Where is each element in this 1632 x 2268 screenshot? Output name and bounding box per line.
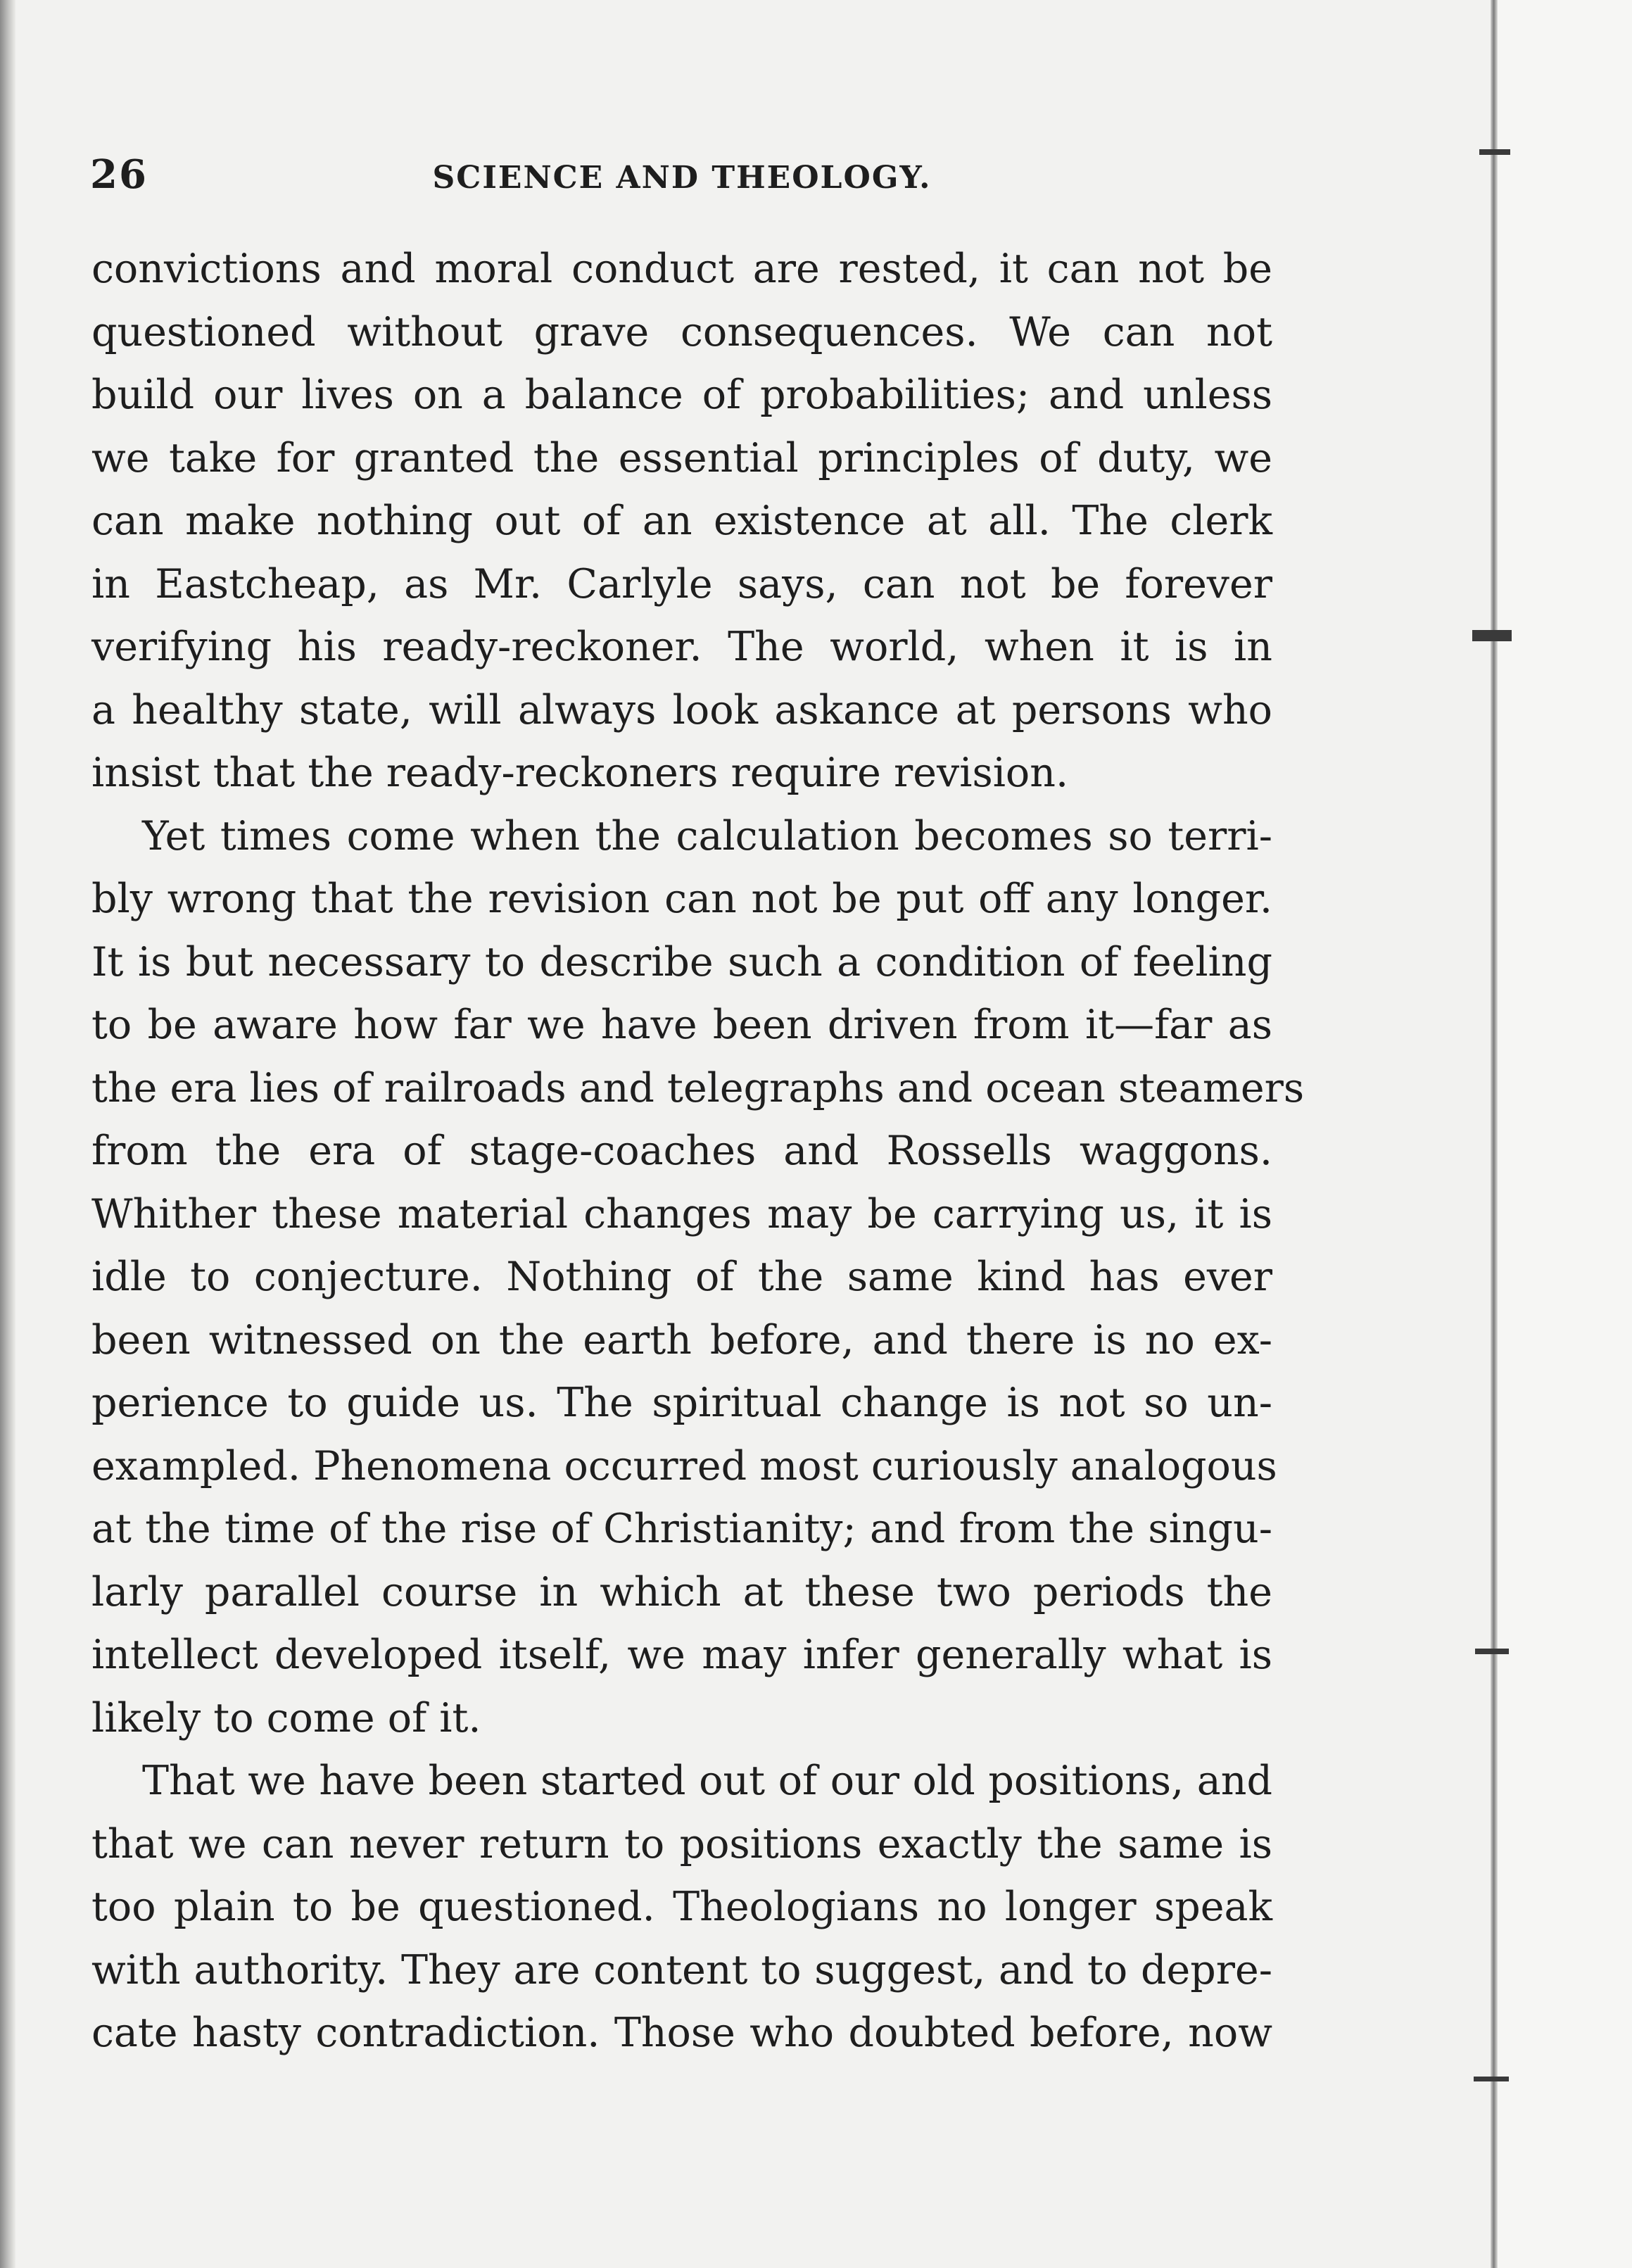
text-line: too plain to be questioned. Theologians no longer speak bbox=[91, 1884, 1272, 1930]
paragraph bbox=[91, 805, 1305, 1751]
text-line: idle to conjecture. Nothing of the same kind has ever bbox=[91, 1254, 1272, 1300]
text-line: the era lies of railroads and telegraphs and ocean steamers bbox=[91, 1064, 1305, 1111]
text-line: bly wrong that the revision can not be put off any longer. bbox=[91, 876, 1272, 922]
text-line: convictions and moral conduct are rested, it can not be bbox=[91, 246, 1272, 292]
paragraph bbox=[91, 238, 1272, 805]
text-line: we take for granted the essential principles of duty, we bbox=[91, 434, 1272, 481]
running-head: SCIENCE AND THEOLOGY. bbox=[432, 160, 932, 196]
scan-mark bbox=[1479, 149, 1510, 155]
text-line: Whither these material changes may be carrying us, it is bbox=[91, 1190, 1272, 1237]
scan-mark bbox=[1474, 2077, 1509, 2081]
text-line: can make nothing out of an existence at all. The clerk bbox=[91, 498, 1272, 544]
body-text bbox=[91, 238, 1305, 2065]
text-line: intellect developed itself, we may infer generally what is bbox=[91, 1632, 1272, 1678]
scan-right-rule bbox=[1491, 0, 1498, 2268]
text-line: in Eastcheap, as Mr. Carlyle says, can not be forever bbox=[91, 560, 1272, 607]
scan-mark bbox=[1475, 1649, 1509, 1654]
text-line: exampled. Phenomena occurred most curiously analogous bbox=[91, 1442, 1277, 1489]
text-line: at the time of the rise of Christianity; and from the singu- bbox=[91, 1506, 1272, 1552]
text-line: been witnessed on the earth before, and there is no ex- bbox=[91, 1316, 1272, 1363]
text-line: insist that the ready-reckoners require revision. bbox=[91, 750, 1069, 796]
text-line: build our lives on a balance of probabilities; and unless bbox=[91, 372, 1272, 418]
page-left-edge bbox=[0, 0, 15, 2268]
text-line: with authority. They are content to suggest, and to depre- bbox=[91, 1946, 1272, 1993]
page-header bbox=[90, 144, 1274, 208]
scan-right-margin bbox=[1498, 0, 1632, 2268]
text-line: from the era of stage-coaches and Rossells waggons. bbox=[91, 1128, 1272, 1174]
paragraph bbox=[91, 1750, 1272, 2065]
text-line: a healthy state, will always look askance at persons who bbox=[91, 686, 1272, 733]
text-line: Yet times come when the calculation becomes so terri- bbox=[142, 812, 1272, 859]
text-line: perience to guide us. The spiritual change is not so un- bbox=[91, 1380, 1272, 1426]
scan-mark bbox=[1472, 630, 1512, 641]
text-line: cate hasty contradiction. Those who doubted before, now bbox=[91, 2010, 1272, 2056]
text-line: It is but necessary to describe such a condition of feeling bbox=[91, 938, 1272, 985]
text-line: likely to come of it. bbox=[91, 1694, 481, 1741]
text-line: That we have been started out of our old positions, and bbox=[142, 1758, 1272, 1804]
text-line: that we can never return to positions exactly the same is bbox=[91, 1820, 1272, 1867]
text-line: larly parallel course in which at these two periods the bbox=[91, 1568, 1272, 1615]
text-line: verifying his ready-reckoner. The world, when it is in bbox=[91, 624, 1272, 670]
text-line: to be aware how far we have been driven from it—far as bbox=[91, 1002, 1272, 1048]
page-number: 26 bbox=[90, 151, 148, 198]
text-line: questioned without grave consequences. We can not bbox=[91, 308, 1272, 355]
